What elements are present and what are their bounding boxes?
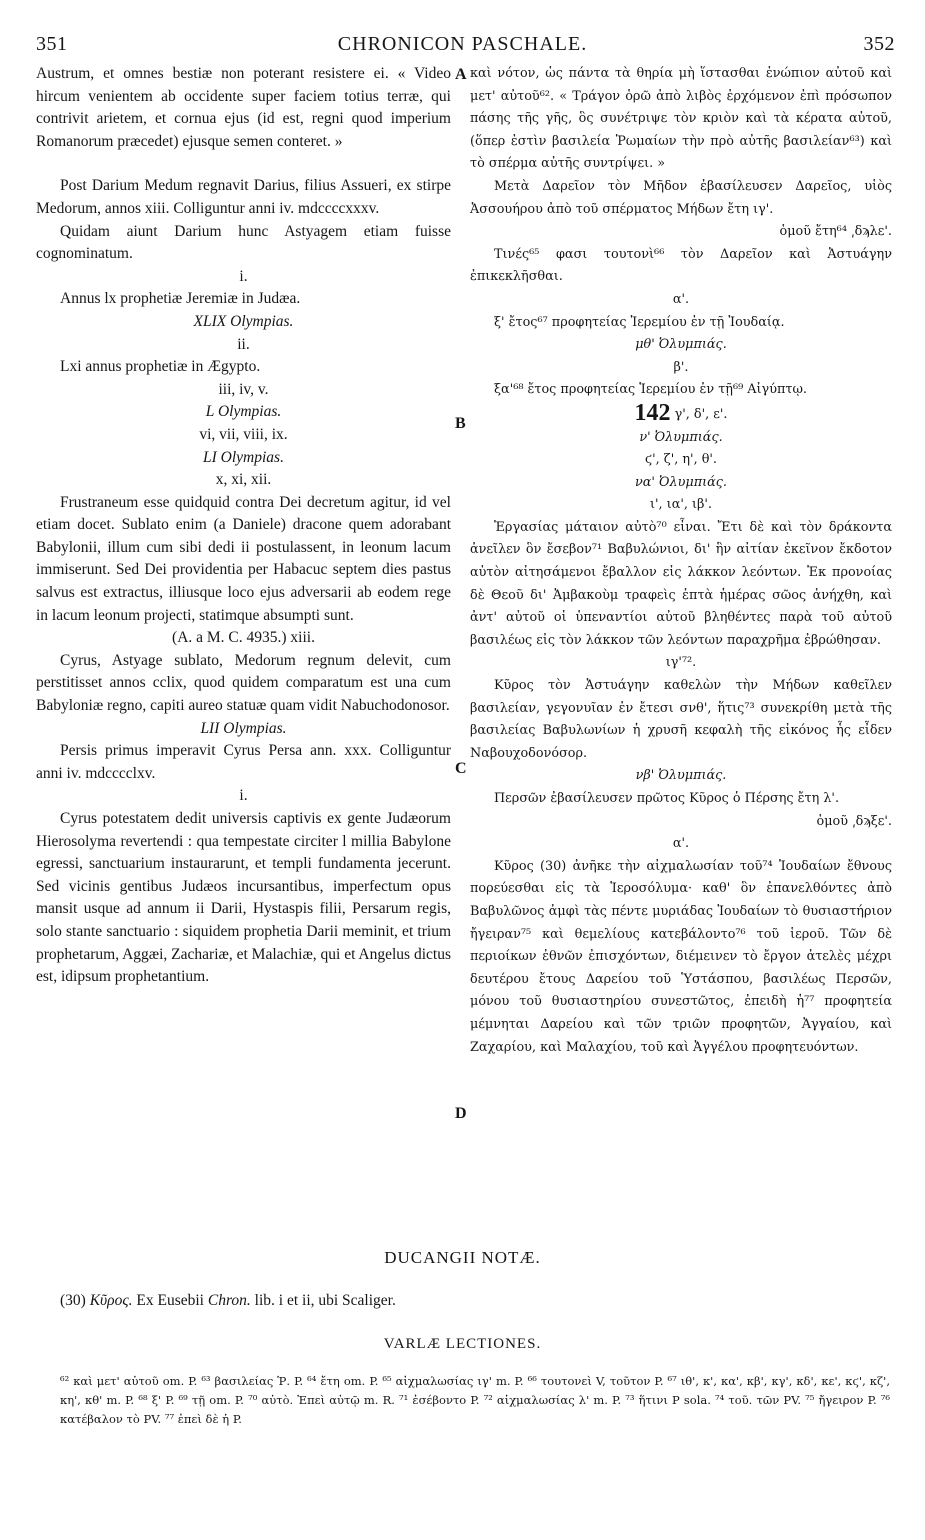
- latin-paragraph: Persis primus imperavit Cyrus Persa ann. xxx. Colliguntur anni iv. mdcccclxv.: [36, 742, 451, 782]
- greek-paragraph: καὶ νότον, ὡς πάντα τὰ θηρία μὴ ἵστασθαι ἐνώπιον αὐτοῦ καὶ μετ' αὐτοῦ⁶². « Τράγον ὁρῶ ἀπὸ λιβὸς ἐρχόμενον ἐπὶ πρόσωπον πάσης τῆς γῆς, ὃς συνέτριψε τὸν κριὸν καὶ τὰ κέρατα αὐτοῦ, (ὅπερ ἐστὶν βασιλεία Ῥωμαίων τὴν πρὸ αὐτῆς βασιλείαν⁶³) καὶ τὸ σπέρμα αὐτῆς συντρίψει. »: [470, 66, 892, 172]
- greek-paragraph: ξ' ἔτος⁶⁷ προφητείας Ἱερεμίου ἐν τῇ Ἰουδαίᾳ.: [494, 314, 785, 330]
- greek-olympiad-heading: να' Ὀλυμπιάς.: [634, 474, 727, 490]
- ducangii-title: DUCANGII NOTÆ.: [384, 1248, 541, 1267]
- margin-letter-d: D: [455, 1105, 467, 1122]
- greek-olympiad-heading: νβ' Ὀλυμπιάς.: [635, 768, 727, 784]
- greek-year-heading: ι', ια', ιβ'.: [650, 497, 712, 513]
- greek-olympiad-heading: μθ' Ὀλυμπιάς.: [635, 337, 727, 353]
- greek-paragraph: ξα'⁶⁸ ἔτος προφητείας Ἱερεμίου ἐν τῇ⁶⁹ Αἰγύπτῳ.: [494, 382, 807, 398]
- note-number: (30): [60, 1292, 86, 1309]
- greek-year-heading: ιγ'⁷².: [665, 655, 697, 671]
- latin-column: [36, 63, 451, 989]
- latin-olympiad-heading: LI Olympias.: [203, 448, 284, 466]
- latin-year-heading: ii.: [237, 335, 250, 353]
- variae-lectiones: ⁶² καὶ μετ' αὐτοῦ om. P. ⁶³ βασιλείας Ῥ. P. ⁶⁴ ἔτη om. P. ⁶⁵ αἰχμαλωσίας ιγ' m. P. ⁶⁶ τουτονεὶ V, τοῦτον P. ⁶⁷ ιθ', κ', κα', κβ', κγ', κδ', κε', κϛ', κζ', κη', κθ' m. P. ⁶⁸ ξ' P. ⁶⁹ τῇ om. P. ⁷⁰ αὐτὸ. Ἐπεὶ αὐτῷ m. R. ⁷¹ ἐσέβοντο P. ⁷² αἰχμαλωσίας λ' m. P. ⁷³ ἥτινι P sola. ⁷⁴ τοῦ. τῶν PV. ⁷⁵ ἤγειρον P. ⁷⁶ κατέβαλον τὸ PV. ⁷⁷ ἐπεὶ δὲ ἡ P.: [60, 1374, 890, 1426]
- variae-title: VARLÆ LECTIONES.: [383, 1336, 542, 1352]
- latin-year-heading: x, xi, xii.: [215, 471, 272, 489]
- latin-paragraph: Austrum, et omnes bestiæ non poterant resistere ei. « Video hircum venientem ab occidente super faciem totius terræ, qui contrivit arietem, et cornua ejus (id est, regni quod imperium Romanorum præcedet) ejusque semen conteret. »: [36, 65, 451, 150]
- latin-paragraph: Quidam aiunt Darium hunc Astyagem etiam fuisse cognominatum.: [36, 222, 451, 263]
- margin-letter-b: B: [455, 415, 466, 432]
- latin-year-heading: iii, iv, v.: [218, 380, 269, 398]
- latin-spacer: [36, 153, 451, 175]
- greek-sum-line: ὁμοῦ ἔτη⁶⁴ ͵δϡλε'.: [779, 224, 892, 240]
- latin-year-heading: (A. a M. C. 4935.) xiii.: [172, 629, 315, 647]
- edition-page-number: 142: [634, 399, 671, 426]
- greek-year-heading: β'.: [673, 359, 689, 375]
- greek-year-heading: α'.: [672, 291, 690, 307]
- latin-year-heading: i.: [239, 787, 248, 805]
- greek-paragraph: Κῦρος τὸν Ἀστυάγην καθελὼν τὴν Μήδων καθεῖλεν βασιλείαν, γεγονυῖαν ἐν ἔτεσι σνθ', ἥτις⁷³ συνεκρίθη μετὰ τῆς βασιλείας Βαβυλωνίων ἡ χρυσῆ κεφαλὴ τῆς εἰκόνος ἧς εἶδεν Ναβουχοδονόσορ.: [470, 678, 892, 761]
- greek-column: [470, 63, 892, 1059]
- latin-year-heading: vi, vii, viii, ix.: [199, 425, 288, 443]
- running-title: CHRONICON PASCHALE.: [337, 33, 588, 55]
- latin-paragraph: Cyrus, Astyage sublato, Medorum regnum delevit, cum perstitisset annos cclix, quod quidem comparatum est una cum Babyloniæ regno, capiti aureo statuæ quam vidit Nabuchodonosor.: [36, 651, 451, 715]
- greek-year-heading: γ', δ', ε'.: [674, 406, 728, 422]
- greek-paragraph: Περσῶν ἐβασίλευσεν πρῶτος Κῦρος ὁ Πέρσης ἔτη λ'.: [494, 791, 840, 806]
- greek-paragraph: Τινές⁶⁵ φασι τουτονὶ⁶⁶ τὸν Δαρεῖον καὶ Ἀστυάγην ἐπικεκλῆσθαι.: [470, 246, 892, 285]
- latin-year-heading: i.: [239, 267, 248, 285]
- greek-paragraph: Κῦρος (30) ἀνῆκε τὴν αἰχμαλωσίαν τοῦ⁷⁴ Ἰουδαίων ἔθνους πορεύεσθαι εἰς τὰ Ἱεροσόλυμα· καθ' ὃν ἐπανελθόντες ἀπὸ Βαβυλῶνος ἀμφὶ τὰς πέντε μυριάδας Ἰουδαίων τὸ θυσιαστήριον ἤγειραν⁷⁵ καὶ θεμελίους κατεβάλοντο⁷⁶ τοῦ ἱεροῦ. Τῶν δὲ περιοίκων ἐθνῶν ἐπισχόντων, διέμεινεν τὸ ἔργον ἀτελὲς μέχρι δευτέρου ἔτους Δαρείου τοῦ Ὑστάσπου, βασιλέως Περσῶν, μόνου τοῦ θυσιαστηρίου συνεστῶτος, ἐπειδὴ ἡ⁷⁷ προφητεία μέμνηται Δαρείου καὶ τῶν τριῶν προφητῶν, Ἀγγαίου, καὶ Ζαχαρίου, καὶ Μαλαχίου, τοῦ καὶ Ἀγγέλου προφητευόντων.: [470, 858, 892, 1055]
- greek-paragraph: Μετὰ Δαρεῖον τὸν Μῆδον ἐβασίλευσεν Δαρεῖος, υἱὸς Ἀσσουήρου ἀπὸ τοῦ σπέρματος Μήδων ἔτη ιγ'.: [470, 178, 892, 217]
- greek-sum-line: ὁμοῦ ͵δϡξε'.: [816, 813, 892, 829]
- greek-paragraph: Ἐργασίας μάταιον αὐτὸ⁷⁰ εἶναι. Ἔτι δὲ καὶ τὸν δράκοντα ἀνεῖλεν ὃν ἔσεβον⁷¹ Βαβυλώνιοι, δι' ἣν αἰτίαν ἐκεῖνον ἔκδοτον αὐτὸν αἰτησάμενοι ἔβαλλον εἰς λάκκον λεόντων. Ἐκ προνοίας δὲ Θεοῦ δι' Ἀμβακοὺμ τραφεὶς ἑπτὰ ἡμέρας σῶος ἀνήχθη, καὶ ἀντ' αὐτοῦ οἱ ὑπεναντίοι αὐτοῦ βληθέντες παρὰ τοῦ αὐτοῦ βασιλέως εἰς τὸν λάκκον τῶν λεόντων παραχρῆμα ἐβρώθησαν.: [470, 519, 892, 648]
- latin-paragraph: Lxi annus prophetiæ in Ægypto.: [60, 358, 261, 376]
- latin-paragraph: Annus lx prophetiæ Jeremiæ in Judæa.: [60, 290, 301, 308]
- latin-olympiad-heading: L Olympias.: [205, 403, 282, 421]
- note-source: Chron.: [207, 1292, 251, 1309]
- margin-letter-c: C: [455, 760, 467, 777]
- greek-year-heading: ϛ', ζ', η', θ'.: [644, 452, 718, 468]
- note-keyword: Κῦρος.: [89, 1292, 133, 1309]
- greek-year-heading: α'.: [672, 836, 690, 852]
- latin-paragraph: Cyrus potestatem dedit universis captivis ex gente Judæorum Hierosolyma revertendi : qua tempestate circiter l millia Babylone egressi, sanctuarium instaurarunt, et templi fundamenta jecerunt. Sed vicinis gentibus Judæos incursantibus, imperfectum opus mansit usque ad annum ii Darii, Hystaspis filii, Persarum regis, solo stante sanctuario : siquidem prophetia Darii meminit, et trium prophetarum, Aggæi, Zachariæ, et Malachiæ, qui et Angelus dictus est, idipsum prophetantium.: [36, 810, 451, 986]
- latin-paragraph: Post Darium Medum regnavit Darius, filius Assueri, ex stirpe Medorum, annos xiii. Colliguntur anni iv. mdccccxxxv.: [36, 177, 451, 217]
- latin-paragraph: Frustraneum esse quidquid contra Dei decretum agitur, id vel etiam docet. Sublato enim (a Daniele) dracone quem adorabant Babylonii, illum cum sibi dedi ii postulassent, in leonum lacum immiserunt. Sed Dei providentia per Habacuc septem dies pastus salvus est extractus, illiusque loco ejus adversarii ab eodem rege in lacum leonum projecti, statimque absumpti sunt.: [36, 493, 451, 624]
- page-number-right: 352: [863, 33, 895, 55]
- ducangii-note: [60, 1290, 880, 1312]
- note-rest: lib. i et ii, ubi Scaliger.: [254, 1292, 396, 1309]
- page-number-left: 351: [36, 33, 68, 55]
- latin-olympiad-heading: LII Olympias.: [200, 719, 287, 737]
- note-text: Ex Eusebii: [136, 1292, 204, 1309]
- greek-page-marker-line: [470, 399, 892, 427]
- margin-letter-a: A: [455, 66, 467, 83]
- greek-olympiad-heading: ν' Ὀλυμπιάς.: [639, 429, 723, 445]
- latin-olympiad-heading: XLIX Olympias.: [193, 312, 294, 330]
